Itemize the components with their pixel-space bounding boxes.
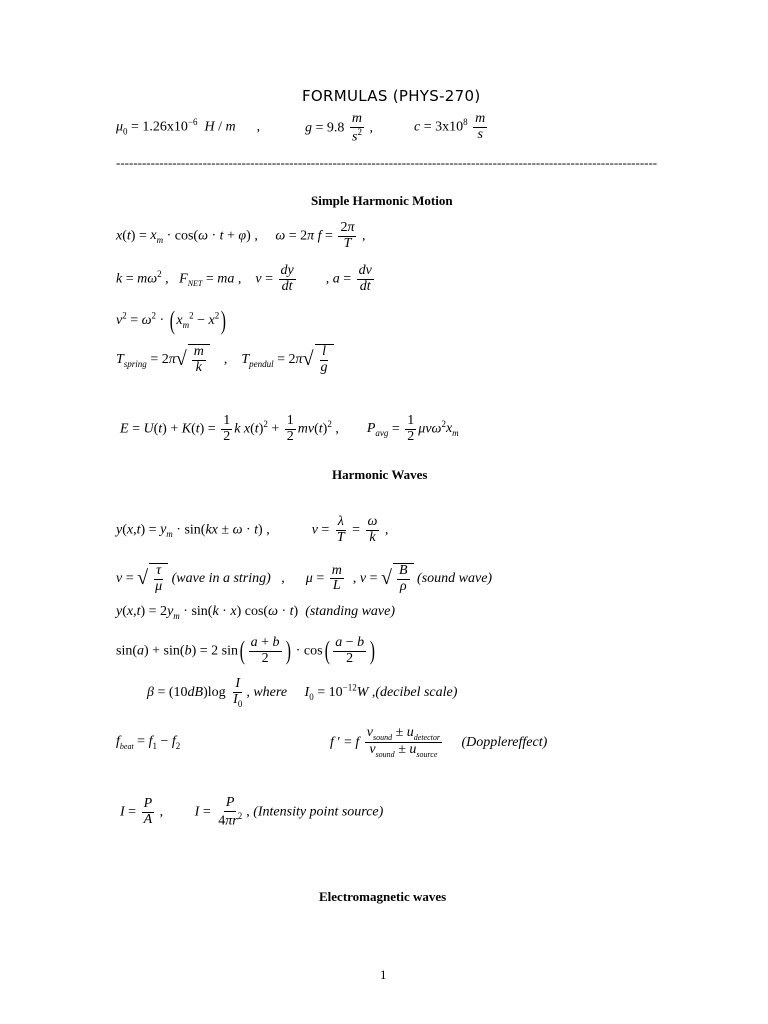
equation-doppler: f ′ = f $\frac{v_{sound} \pm u_{detector}}{v_{sound} \pm u_{source}}$ (Dopplereffect) bbox=[330, 725, 548, 759]
note-intensity: (Intensity point source) bbox=[253, 804, 384, 820]
note-string: (wave in a string) bbox=[171, 570, 271, 586]
equation-position: $x(t) = x_m \cdot \cos(\omega \cdot t + \varphi)$ , ω = 2π f = $\frac{2\pi}{T}$ , bbox=[116, 220, 366, 251]
equation-beat: $f_{beat} = f_1 - f_2$ bbox=[116, 734, 181, 751]
note-standing: (standing wave) bbox=[305, 604, 396, 619]
equation-periods: $T_{spring} = 2\pi√$ $\frac{m}{k}$ , $T_{pendul} = 2\pi√$ $\frac{l}{g}$ bbox=[116, 344, 334, 375]
equation-sum-sines: sin(a) + sin(b) = 2 sin( $\frac{a + b}{2}$ ) · cos( $\frac{a - b}{2}$ ) bbox=[116, 635, 376, 666]
equation-standing: $y(x,t) = 2y_m \cdot \sin(k \cdot x) \cos(\omega \cdot t)$ (standing wave) bbox=[116, 604, 396, 621]
equation-k-force: $k = m\omega^2$ , $F_{NET}$ = ma , v = $\frac{dy}{dt}$ , a = $\frac{dv}{dt}$ bbox=[116, 263, 372, 294]
equation-wave-speed: v = √ $\frac{\tau}{\mu}$ (wave in a string) , μ = $\frac{m}{L}$ , v = √ $\frac{B}{\rho}$ (sound wave) bbox=[116, 562, 493, 594]
note-doppler: (Dopplereffect) bbox=[461, 734, 548, 750]
constant-mu0: $\mu_0 = 1.26x10^{-6}$ H / m , bbox=[116, 117, 261, 137]
section-heading-em: Electromagnetic waves bbox=[319, 889, 447, 904]
equation-intensity: I = $\frac{P}{A}$ , I = $\frac{P}{4\pi r^2}$ , (Intensity point source) bbox=[120, 795, 384, 829]
equation-decibel: β = (10dB)log $\frac{I}{I_0}$ , where $I_0 = 10^{-12}W$ ,(decibel scale) bbox=[147, 676, 458, 709]
equation-energy: E = U(t) + K(t) = $\frac{1}{2}$ k $x(t)^2$ + $\frac{1}{2}$ $mv(t)^2$ , $P_{avg}$ = $\frac{1}{2}$ $\mu v\omega^2x_m$ bbox=[120, 413, 459, 444]
constant-g: g = 9.8 $\frac{m}{s^2}$ , bbox=[305, 111, 374, 145]
note-decibel: (decibel scale) bbox=[375, 685, 458, 701]
note-where: , where bbox=[246, 685, 288, 701]
note-sound: (sound wave) bbox=[417, 570, 493, 586]
section-heading-shm: Simple Harmonic Motion bbox=[311, 193, 453, 208]
equation-wave: $y(x,t) = y_m \cdot \sin(kx \pm \omega \cdot t)$ , v = $\frac{\lambda}{T}$ = $\frac{\omega}{k}$ , bbox=[116, 514, 389, 545]
page-title: FORMULAS (PHYS-270) bbox=[302, 87, 481, 105]
section-heading-waves: Harmonic Waves bbox=[332, 467, 428, 482]
separator-line: ----------------------------------------------------------------------------------------------------------------------------- bbox=[116, 155, 658, 170]
equation-velocity-sq: $v^2 = \omega^2$ · ( $x_m^2 - x^2$) bbox=[116, 306, 227, 335]
page-number: 1 bbox=[380, 967, 387, 982]
constant-c: $c = 3x10^8$ $\frac{m}{s}$ bbox=[414, 111, 486, 142]
